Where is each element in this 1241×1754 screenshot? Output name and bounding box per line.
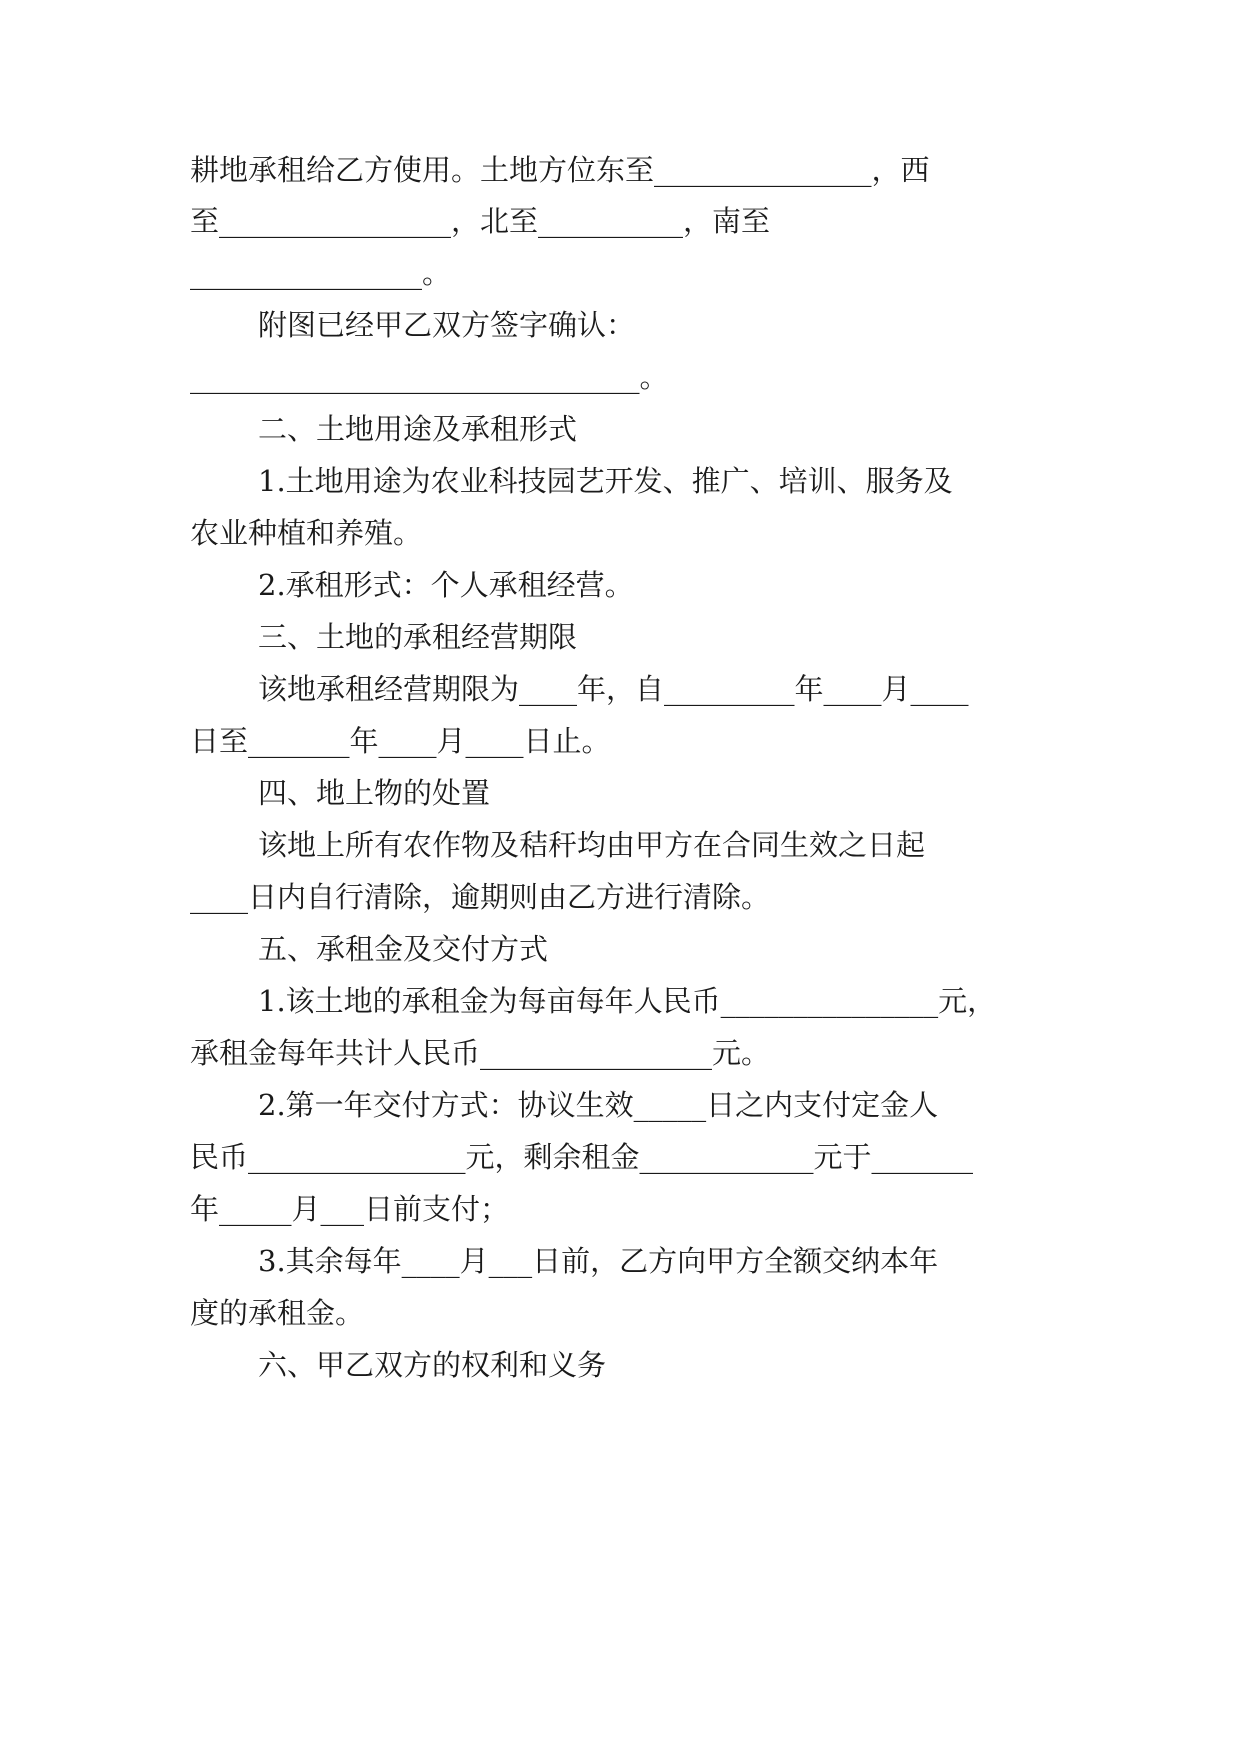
paragraph-line: ____日内自行清除，逾期则由乙方进行清除。: [190, 880, 771, 914]
paragraph-line: 耕地承租给乙方使用。土地方位东至_______________，西: [190, 153, 930, 187]
paragraph-line: 1.土地用途为农业科技园艺开发、推广、培训、服务及: [258, 464, 953, 498]
paragraph-line: _______________________________。: [190, 360, 669, 394]
paragraph-line: 3.其余每年____月___日前，乙方向甲方全额交纳本年: [258, 1244, 939, 1278]
paragraph-line: 年_____月___日前支付；: [190, 1192, 510, 1226]
paragraph-line: 附图已经甲乙双方签字确认：: [258, 308, 636, 342]
paragraph-line: 2.第一年交付方式：协议生效_____日之内支付定金人: [258, 1088, 939, 1122]
paragraph-line: 1.该土地的承租金为每亩每年人民币_______________元，: [258, 984, 997, 1018]
paragraph-line: 该地上所有农作物及秸秆均由甲方在合同生效之日起: [258, 828, 926, 862]
paragraph-line: ________________。: [190, 256, 452, 290]
section-heading: 五、承租金及交付方式: [258, 932, 549, 966]
paragraph-line: 至________________，北至__________，南至: [190, 204, 771, 238]
section-heading: 二、土地用途及承租形式: [258, 412, 578, 446]
paragraph-line: 2.承租形式：个人承租经营。: [258, 568, 634, 602]
section-heading: 三、土地的承租经营期限: [258, 620, 578, 654]
section-heading: 六、甲乙双方的权利和义务: [258, 1348, 607, 1382]
paragraph-line: 度的承租金。: [190, 1296, 365, 1330]
paragraph-line: 日至_______年____月____日止。: [190, 724, 611, 758]
paragraph-line: 该地承租经营期限为____年，自_________年____月____: [258, 672, 969, 706]
paragraph-line: 民币_______________元，剩余租金____________元于_______: [190, 1140, 974, 1174]
section-heading: 四、地上物的处置: [258, 776, 491, 810]
paragraph-line: 农业种植和养殖。: [190, 516, 423, 550]
paragraph-line: 承租金每年共计人民币________________元。: [190, 1036, 771, 1070]
